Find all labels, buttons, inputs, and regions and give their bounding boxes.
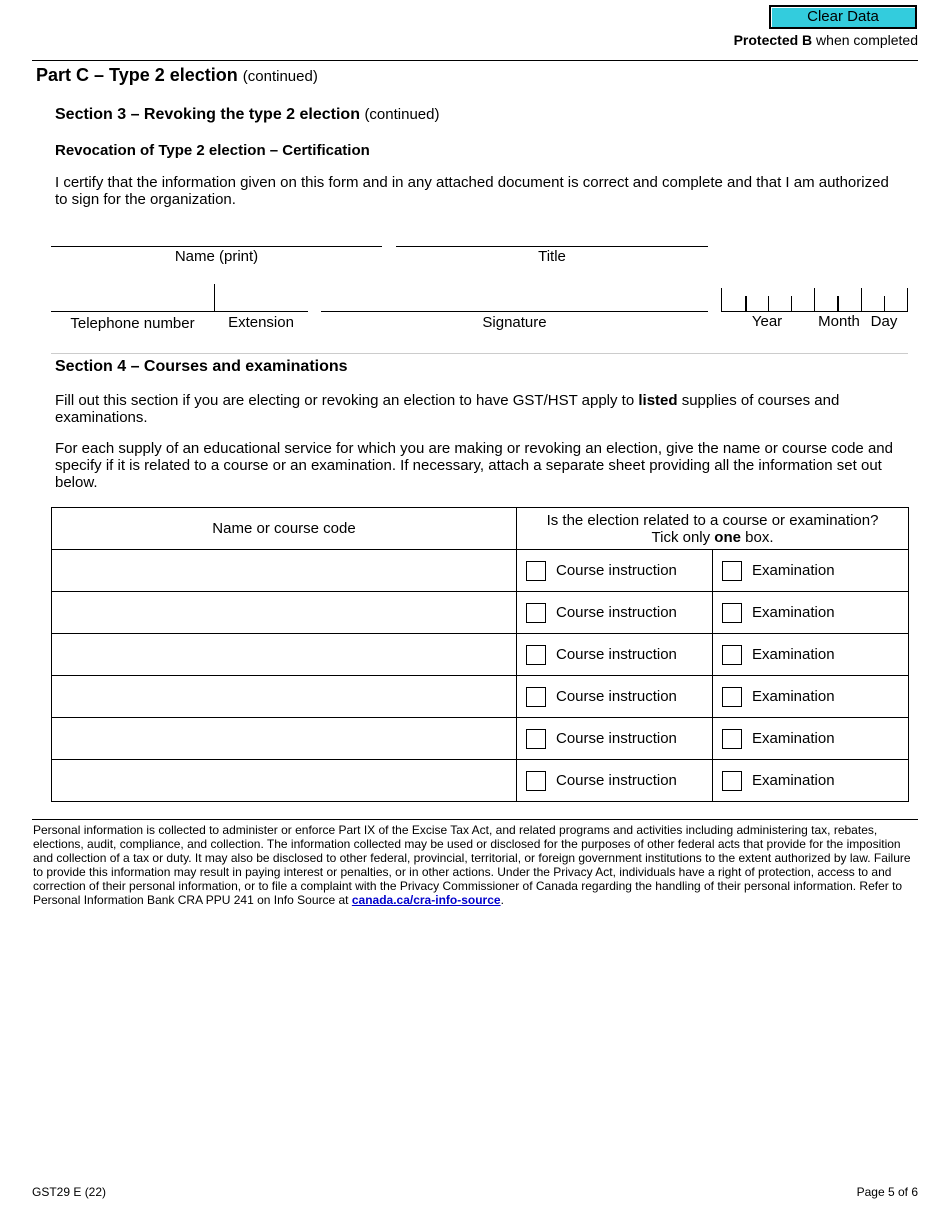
examination-label: Examination <box>752 730 835 747</box>
signature-label: Signature <box>482 314 547 331</box>
header-divider <box>32 60 918 61</box>
course-option-cell <box>517 676 713 718</box>
table-row <box>52 718 909 760</box>
privacy-divider <box>32 819 918 820</box>
section3-continued: (continued) <box>364 106 440 123</box>
exam-option-cell <box>713 634 909 676</box>
course-name-input[interactable] <box>52 634 517 676</box>
section4-instructions-2: For each supply of an educational service for which you are making or revoking an election, give the name or course code and specify if it is related to a course or an examination. If necessary, attach a separate sheet providing all the information set out below. <box>55 440 893 491</box>
examination-checkbox[interactable] <box>722 729 742 749</box>
course-instruction-checkbox[interactable] <box>526 645 546 665</box>
name-field[interactable] <box>51 246 382 247</box>
course-instruction-checkbox[interactable] <box>526 729 546 749</box>
page-number: Page 5 of 6 <box>856 1185 918 1199</box>
examination-label: Examination <box>752 562 835 579</box>
table-row <box>52 676 909 718</box>
exam-option-cell <box>713 760 909 802</box>
course-option-cell <box>517 634 713 676</box>
month-label: Month <box>818 313 860 330</box>
exam-option-cell <box>713 550 909 592</box>
course-instruction-checkbox[interactable] <box>526 603 546 623</box>
examination-checkbox[interactable] <box>722 561 742 581</box>
section3-title <box>55 106 439 124</box>
date-tick <box>837 296 839 311</box>
course-name-input[interactable] <box>52 718 517 760</box>
date-tick <box>745 296 747 311</box>
hdr-bold: one <box>714 528 741 546</box>
extension-label: Extension <box>228 314 294 331</box>
course-option-cell <box>517 718 713 760</box>
table-row <box>52 760 909 802</box>
examination-checkbox[interactable] <box>722 603 742 623</box>
examination-checkbox[interactable] <box>722 645 742 665</box>
protected-b-notice <box>734 32 918 48</box>
course-option-cell <box>517 760 713 802</box>
clear-data-button[interactable]: Clear Data <box>769 5 917 29</box>
col-election-header-line1: Is the election related to a course or examination? <box>546 511 879 529</box>
course-instruction-label: Course instruction <box>556 646 677 663</box>
extension-divider <box>214 284 215 311</box>
date-baseline <box>721 311 908 312</box>
examination-checkbox[interactable] <box>722 687 742 707</box>
table-row <box>52 592 909 634</box>
signature-field[interactable] <box>321 311 708 312</box>
exam-option-cell <box>713 592 909 634</box>
course-name-input[interactable] <box>52 550 517 592</box>
examination-checkbox[interactable] <box>722 771 742 791</box>
hdr-pre: Tick only <box>651 528 715 546</box>
section4-instructions <box>55 392 905 426</box>
instr-text-end: supplies of courses and examinations. <box>55 392 840 426</box>
telephone-label: Telephone number <box>70 315 195 332</box>
date-tick <box>861 288 862 311</box>
course-instruction-label: Course instruction <box>556 772 677 789</box>
date-field[interactable] <box>721 288 908 312</box>
examination-label: Examination <box>752 688 835 705</box>
privacy-notice <box>33 823 913 907</box>
course-instruction-label: Course instruction <box>556 562 677 579</box>
date-tick <box>721 288 722 311</box>
course-instruction-checkbox[interactable] <box>526 771 546 791</box>
year-label: Year <box>751 313 783 330</box>
col-election-header-line2 <box>517 529 908 546</box>
part-title-text: Part C – Type 2 election <box>36 65 238 85</box>
course-option-cell <box>517 592 713 634</box>
section4-title: Section 4 – Courses and examinations <box>55 358 348 375</box>
privacy-text: Personal information is collected to administer or enforce Part IX of the Excise Tax Act, and related programs and activities including administering tax, rebates, elections, audit, compliance, and collection. The information collected may be used or disclosed for the purposes of other federal acts that provide for the imposition and collection of a tax or duty. It may also be disclosed to other federal, provincial, territorial, or foreign government institutions to the extent authorized by law. Failure to provide this information may result in paying interest or penalties, or in other actions. Under the Privacy Act, individuals have a right of protection, access to and correction of their personal information, or to file a complaint with the Privacy Commissioner of Canada regarding the handling of their personal information. Refer to Personal Information Bank CRA PPU 241 on Info Source at <box>33 823 911 907</box>
exam-option-cell <box>713 718 909 760</box>
course-name-input[interactable] <box>52 592 517 634</box>
name-label: Name (print) <box>174 248 259 265</box>
table-row <box>52 634 909 676</box>
hdr-post: box. <box>740 528 774 546</box>
certification-subtitle: Revocation of Type 2 election – Certification <box>55 142 370 159</box>
day-label: Day <box>870 313 898 330</box>
course-instruction-checkbox[interactable] <box>526 687 546 707</box>
course-name-input[interactable] <box>52 676 517 718</box>
table-header-row <box>52 508 909 550</box>
protected-b-label: Protected B <box>733 32 813 48</box>
examination-label: Examination <box>752 604 835 621</box>
info-source-link[interactable]: canada.ca/cra-info-source <box>351 893 501 907</box>
examination-label: Examination <box>752 772 835 789</box>
title-label: Title <box>538 248 566 265</box>
course-instruction-label: Course instruction <box>556 730 677 747</box>
courses-table <box>51 507 909 802</box>
col-name-header: Name or course code <box>52 508 517 550</box>
course-option-cell <box>517 550 713 592</box>
part-title <box>36 65 318 86</box>
table-row <box>52 550 909 592</box>
exam-option-cell <box>713 676 909 718</box>
privacy-end: . <box>500 893 504 907</box>
examination-label: Examination <box>752 646 835 663</box>
part-continued: (continued) <box>242 68 318 85</box>
date-tick <box>768 296 769 311</box>
course-instruction-label: Course instruction <box>556 688 677 705</box>
instr-bold: listed <box>638 392 678 409</box>
course-instruction-checkbox[interactable] <box>526 561 546 581</box>
date-tick <box>907 288 908 311</box>
course-instruction-label: Course instruction <box>556 604 677 621</box>
col-election-header <box>517 508 909 550</box>
form-id: GST29 E (22) <box>32 1185 107 1199</box>
certify-statement: I certify that the information given on this form and in any attached document is correct and complete and that I am authorized to sign for the organization. <box>55 174 889 208</box>
section3-title-text: Section 3 – Revoking the type 2 election <box>55 106 360 123</box>
course-name-input[interactable] <box>52 760 517 802</box>
date-tick <box>791 296 792 311</box>
telephone-field[interactable] <box>51 311 308 312</box>
section-divider <box>51 353 908 354</box>
protected-suffix: when completed <box>816 32 918 48</box>
title-field[interactable] <box>396 246 708 247</box>
date-tick <box>814 288 815 311</box>
instr-text: Fill out this section if you are electing or revoking an election to have GST/HST apply to <box>55 392 639 409</box>
date-tick <box>884 296 885 311</box>
